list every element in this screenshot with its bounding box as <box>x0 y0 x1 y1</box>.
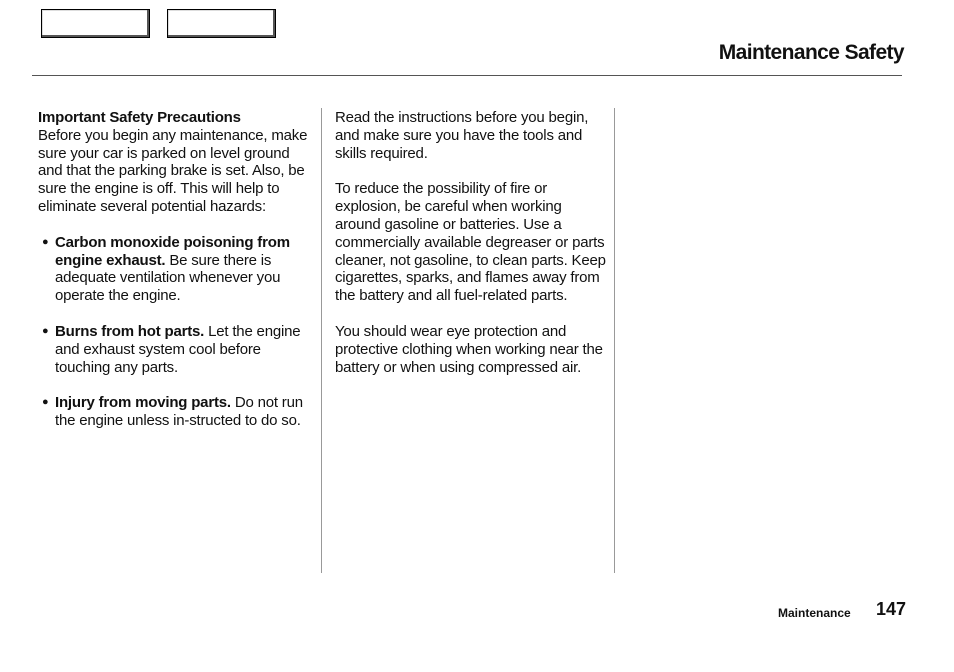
middle-column <box>335 109 611 394</box>
column-divider <box>321 108 322 573</box>
paragraph: Read the instructions before you begin, and make sure you have the tools and skills required. <box>335 109 589 162</box>
hazard-item <box>38 394 316 430</box>
page-number: 147 <box>876 599 907 619</box>
hazard-item <box>38 234 316 305</box>
hazard-item <box>38 323 316 376</box>
title-rule <box>32 75 902 76</box>
left-column <box>38 109 316 448</box>
hazard-list <box>38 234 316 430</box>
hazard-title: Burns from hot parts. <box>55 322 205 340</box>
safety-intro <box>38 109 316 216</box>
footer-section-label: Maintenance <box>778 606 851 620</box>
paragraph: You should wear eye protection and protective clothing when working near the battery or when using compressed air. <box>335 322 603 376</box>
bullet-icon: ● <box>42 396 49 409</box>
previous-page-button[interactable] <box>41 9 150 38</box>
next-page-button[interactable] <box>167 9 276 38</box>
bullet-icon: ● <box>42 324 49 337</box>
column-divider <box>614 108 615 573</box>
bullet-icon: ● <box>42 235 49 248</box>
hazard-title: Injury from moving parts. <box>55 394 231 412</box>
intro-text: Before you begin any maintenance, make sure your car is parked on level ground and that the parking brake is set. Also, be sure the engine is off. This will help to eliminate several potential hazards: <box>38 126 308 215</box>
hazard-text: Do not run the engine unless in-structed to do so. <box>55 394 303 430</box>
paragraph: To reduce the possibility of fire or explosion, be careful when working around gasoline or batteries. Use a commercially available degreaser or parts cleaner, not gasoline, to clean parts. Keep cigarettes, sparks, and flames away from the battery and all fuel-related parts. <box>335 180 606 305</box>
section-heading: Important Safety Precautions <box>38 109 241 126</box>
hazard-title: Carbon monoxide poisoning from engine exhaust. <box>55 233 290 269</box>
page-title: Maintenance Safety <box>718 41 904 64</box>
hazard-text: Let the engine and exhaust system cool before touching any parts. <box>55 322 301 376</box>
hazard-text: Be sure there is adequate ventilation whenever you operate the engine. <box>55 251 281 305</box>
